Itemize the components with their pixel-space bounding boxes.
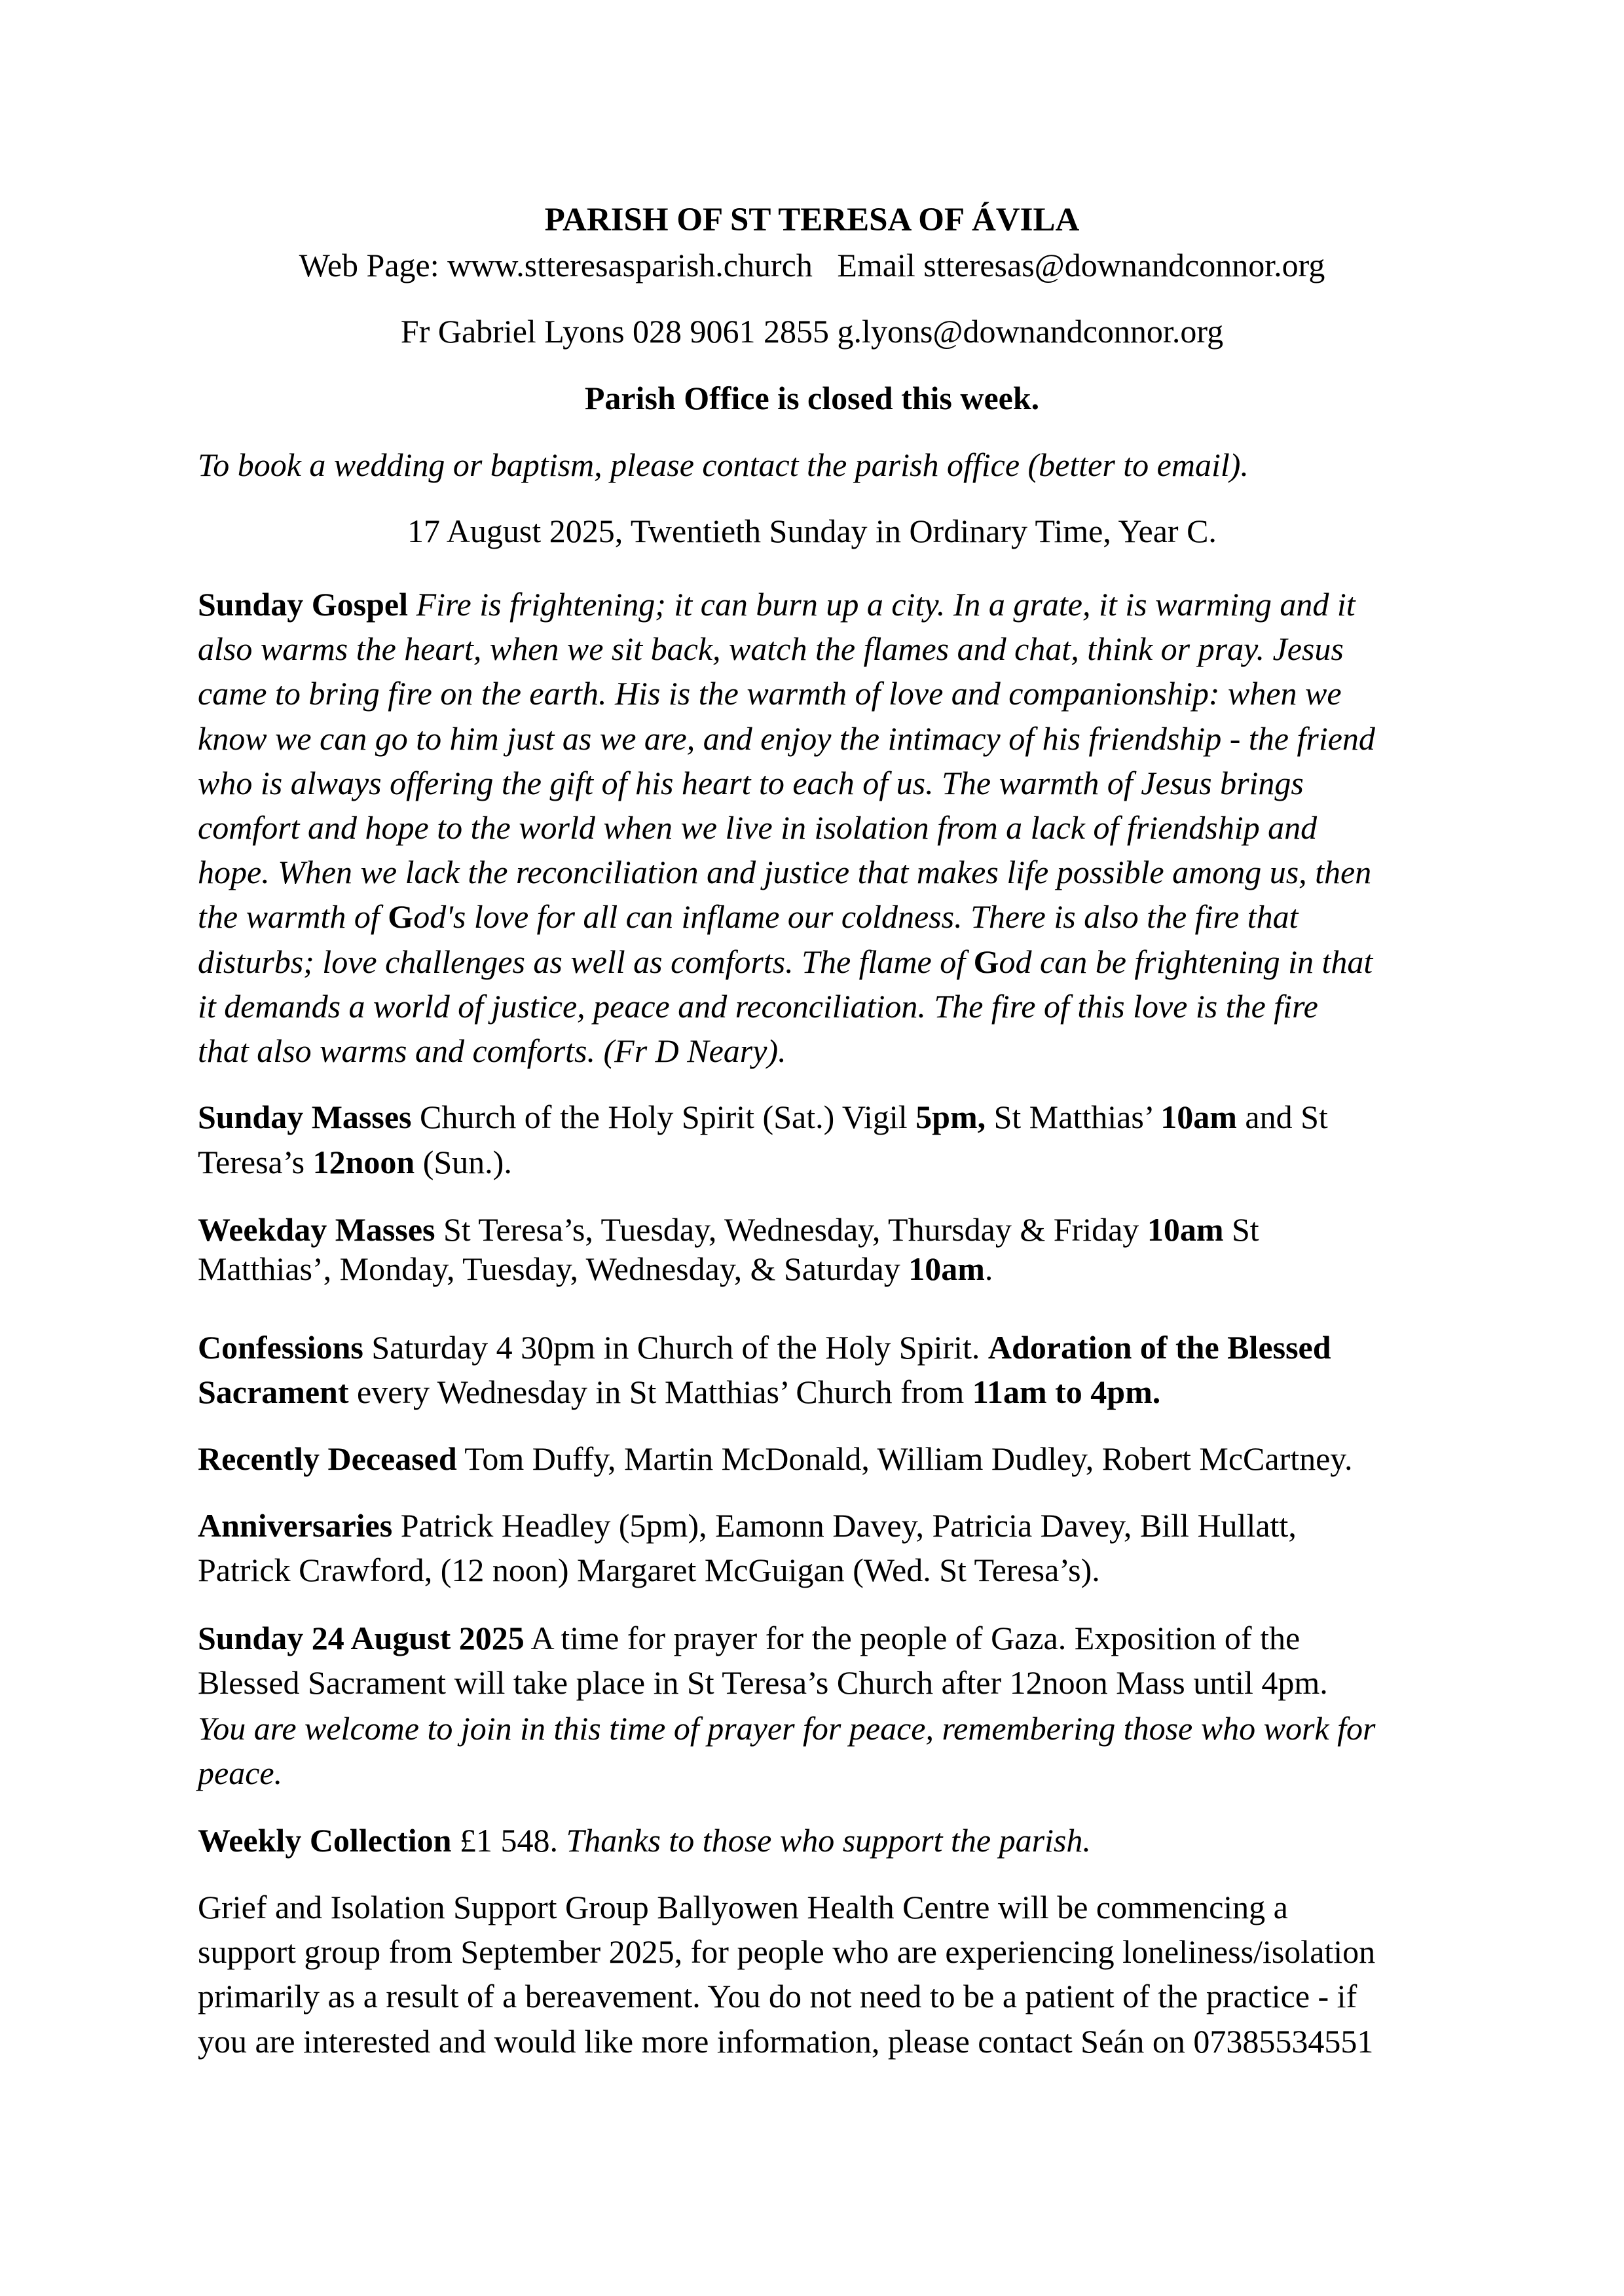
mass-text: Church of the Holy Spirit (Sat.) Vigil	[411, 1099, 916, 1135]
email-link[interactable]: stteresas@downandconnor.org	[923, 247, 1325, 283]
sunday-masses-line	[198, 1146, 512, 1178]
gaza-prayer-line: Blessed Sacrament will take place in St Teresa’s Church after 12noon Mass until 4pm.	[198, 1664, 1328, 1701]
mass-text: St Teresa’s, Tuesday, Wednesday, Thursday & Friday	[435, 1211, 1147, 1248]
gospel-line	[198, 900, 1299, 933]
grief-support-line: support group from September 2025, for people who are experiencing loneliness/isolation	[198, 1933, 1376, 1970]
deceased-line	[198, 1442, 1353, 1475]
anniversaries-line	[198, 1509, 1297, 1542]
booking-note: To book a wedding or baptism, please contact the parish office (better to email).	[198, 446, 1249, 483]
adoration-label: Sacrament	[198, 1374, 349, 1410]
web-url-link[interactable]: www.stteresasparish.church	[447, 247, 813, 283]
gospel-label: Sunday Gospel	[198, 586, 408, 623]
adoration-time: 11am to 4pm.	[972, 1374, 1161, 1410]
collection-line	[198, 1824, 1091, 1857]
collection-thanks: Thanks to those who support the parish.	[566, 1822, 1091, 1859]
gaza-prayer-text: A time for prayer for the people of Gaza. Exposition of the	[524, 1620, 1301, 1656]
mass-text: St Matthias’	[986, 1099, 1161, 1135]
anniversaries-names: Patrick Headley (5pm), Eamonn Davey, Patricia Davey, Bill Hullatt,	[392, 1507, 1297, 1544]
weekday-masses-label: Weekday Masses	[198, 1211, 435, 1248]
grief-support-line: you are interested and would like more information, please contact Seán on 07385534551	[198, 2023, 1374, 2060]
gaza-prayer-line: You are welcome to join in this time of prayer for peace, remembering those who work for	[198, 1710, 1376, 1747]
mass-text: and St	[1236, 1099, 1328, 1135]
date-line: 17 August 2025, Twentieth Sunday in Ordinary Time, Year C.	[407, 513, 1217, 549]
gospel-line: came to bring fire on the earth. His is the warmth of love and companionship: when we	[198, 675, 1342, 712]
anniversaries-line: Patrick Crawford, (12 noon) Margaret McGuigan (Wed. St Teresa’s).	[198, 1552, 1100, 1588]
gospel-line: that also warms and comforts. (Fr D Neary).	[198, 1032, 786, 1069]
grief-support-line: Grief and Isolation Support Group Ballyowen Health Centre will be commencing a	[198, 1889, 1288, 1925]
deceased-names: Tom Duffy, Martin McDonald, William Dudley, Robert McCartney.	[456, 1440, 1353, 1477]
gaza-prayer-line: peace.	[198, 1755, 283, 1791]
gospel-line: it demands a world of justice, peace and reconciliation. The fire of this love is the fire	[198, 988, 1318, 1025]
confessions-text: Saturday 4 30pm in Church of the Holy Spirit.	[363, 1329, 988, 1366]
mass-text: St	[1223, 1211, 1259, 1248]
priest-contact-line: Fr Gabriel Lyons 028 9061 2855 g.lyons@downandconnor.org	[400, 313, 1224, 350]
contact-line	[0, 249, 1624, 282]
anniversaries-label: Anniversaries	[198, 1507, 393, 1544]
grief-support-line: primarily as a result of a bereavement. You do not need to be a patient of the practice - if	[198, 1978, 1357, 2014]
gospel-text: Fire is frightening; it can burn up a city. In a grate, it is warming and it	[416, 586, 1356, 623]
mass-time: 12noon	[312, 1144, 415, 1180]
gospel-line: know we can go to him just as we are, and enjoy the intimacy of his friendship - the friend	[198, 720, 1375, 757]
mass-time: 10am	[908, 1250, 985, 1287]
mass-text: (Sun.).	[415, 1144, 512, 1180]
web-label: Web Page:	[299, 247, 439, 283]
gaza-prayer-line	[198, 1622, 1300, 1654]
mass-text: Matthias’, Monday, Tuesday, Wednesday, & Saturday	[198, 1250, 909, 1287]
gospel-god-initial: G	[973, 943, 999, 980]
confessions-line	[198, 1331, 1331, 1364]
adoration-text: every Wednesday in St Matthias’ Church from	[348, 1374, 972, 1410]
gospel-text: od's love for all can inflame our coldness. There is also the fire that	[413, 898, 1299, 935]
deceased-label: Recently Deceased	[198, 1440, 457, 1477]
mass-text: Teresa’s	[198, 1144, 313, 1180]
weekday-masses-line	[198, 1252, 993, 1285]
adoration-label: Adoration of the Blessed	[987, 1329, 1331, 1366]
confessions-line	[198, 1376, 1160, 1408]
mass-time: 5pm,	[915, 1099, 986, 1135]
gospel-text: od can be frightening in that	[999, 943, 1373, 980]
gospel-line: who is always offering the gift of his heart to each of us. The warmth of Jesus brings	[198, 765, 1304, 801]
email-label: Email	[837, 247, 915, 283]
sunday-masses-label: Sunday Masses	[198, 1099, 412, 1135]
gospel-god-initial: G	[388, 898, 414, 935]
gospel-text: disturbs; love challenges as well as comforts. The flame of	[198, 943, 974, 980]
gospel-line: hope. When we lack the reconciliation and justice that makes life possible among us, then	[198, 854, 1372, 890]
gospel-line: also warms the heart, when we sit back, watch the flames and chat, think or pray. Jesus	[198, 630, 1344, 667]
gospel-line	[198, 588, 1356, 621]
gaza-prayer-label: Sunday 24 August 2025	[198, 1620, 525, 1656]
mass-time: 10am	[1160, 1099, 1237, 1135]
office-notice: Parish Office is closed this week.	[584, 380, 1040, 416]
collection-amount: £1 548.	[451, 1822, 566, 1859]
weekday-masses-line	[198, 1213, 1259, 1246]
parish-title: PARISH OF ST TERESA OF ÁVILA	[544, 202, 1080, 238]
gospel-text: the warmth of	[198, 898, 388, 935]
sunday-masses-line	[198, 1101, 1328, 1133]
confessions-label: Confessions	[198, 1329, 363, 1366]
mass-text: .	[984, 1250, 993, 1287]
gospel-line	[198, 945, 1373, 978]
mass-time: 10am	[1147, 1211, 1224, 1248]
gospel-line: comfort and hope to the world when we live in isolation from a lack of friendship and	[198, 809, 1318, 846]
collection-label: Weekly Collection	[198, 1822, 452, 1859]
